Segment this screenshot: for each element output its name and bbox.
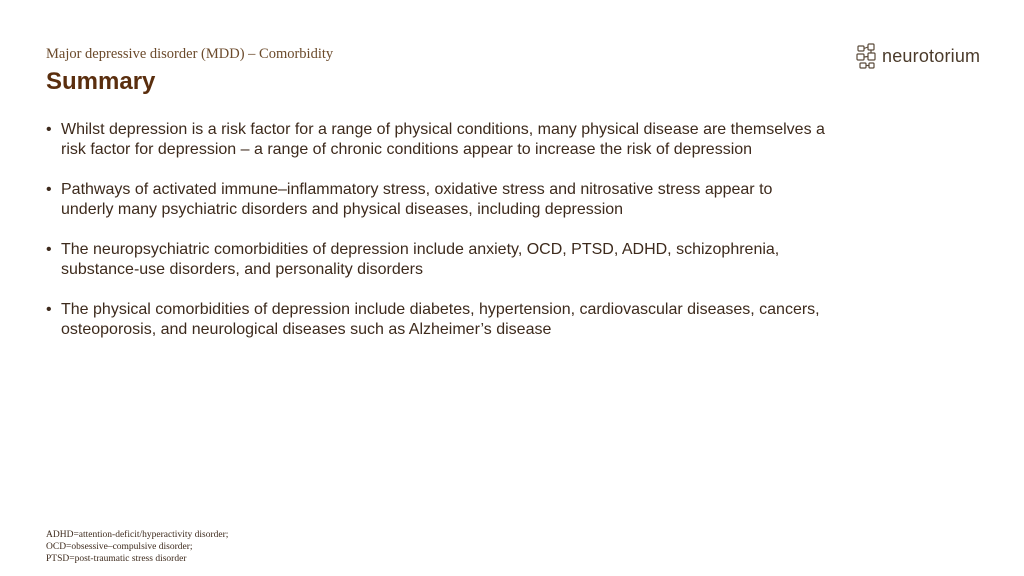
footnote-line: PTSD=post-traumatic stress disorder: [46, 554, 187, 564]
bullet-marker: •: [46, 121, 52, 138]
bullet-marker: •: [46, 301, 52, 318]
neurotorium-logo: [856, 43, 980, 69]
bullet-text: Whilst depression is a risk factor for a range of physical conditions, many physical disease are themselves a risk factor for depression – a range of chronic conditions appear to increase the risk of depression: [61, 121, 825, 158]
slide-title: Summary: [46, 68, 156, 95]
footnote-line: OCD=obsessive–compulsive disorder;: [46, 542, 193, 552]
footnote-line: ADHD=attention-deficit/hyperactivity disorder;: [46, 530, 229, 540]
bullet-item: [46, 120, 826, 160]
bullet-text: The neuropsychiatric comorbidities of depression include anxiety, OCD, PTSD, ADHD, schizophrenia, substance-use disorders, and personality disorders: [61, 241, 780, 278]
bullet-item: [46, 300, 826, 340]
bullet-text: The physical comorbidities of depression include diabetes, hypertension, cardiovascular diseases, cancers, osteoporosis, and neurological diseases such as Alzheimer’s disease: [61, 301, 820, 338]
bullet-marker: •: [46, 181, 52, 198]
bullet-list: [46, 120, 826, 360]
bullet-marker: •: [46, 241, 52, 258]
bullet-item: [46, 180, 826, 220]
abbreviations-footnote: [46, 529, 228, 565]
logo-wordmark: neurotorium: [882, 45, 981, 66]
bullet-item: [46, 240, 826, 280]
slide-subtitle: Major depressive disorder (MDD) – Comorbidity: [46, 46, 334, 62]
bullet-text: Pathways of activated immune–inflammatory stress, oxidative stress and nitrosative stress appear to underly many psychiatric disorders and physical diseases, including depression: [61, 181, 773, 218]
neurotorium-logo-icon: [856, 43, 878, 69]
